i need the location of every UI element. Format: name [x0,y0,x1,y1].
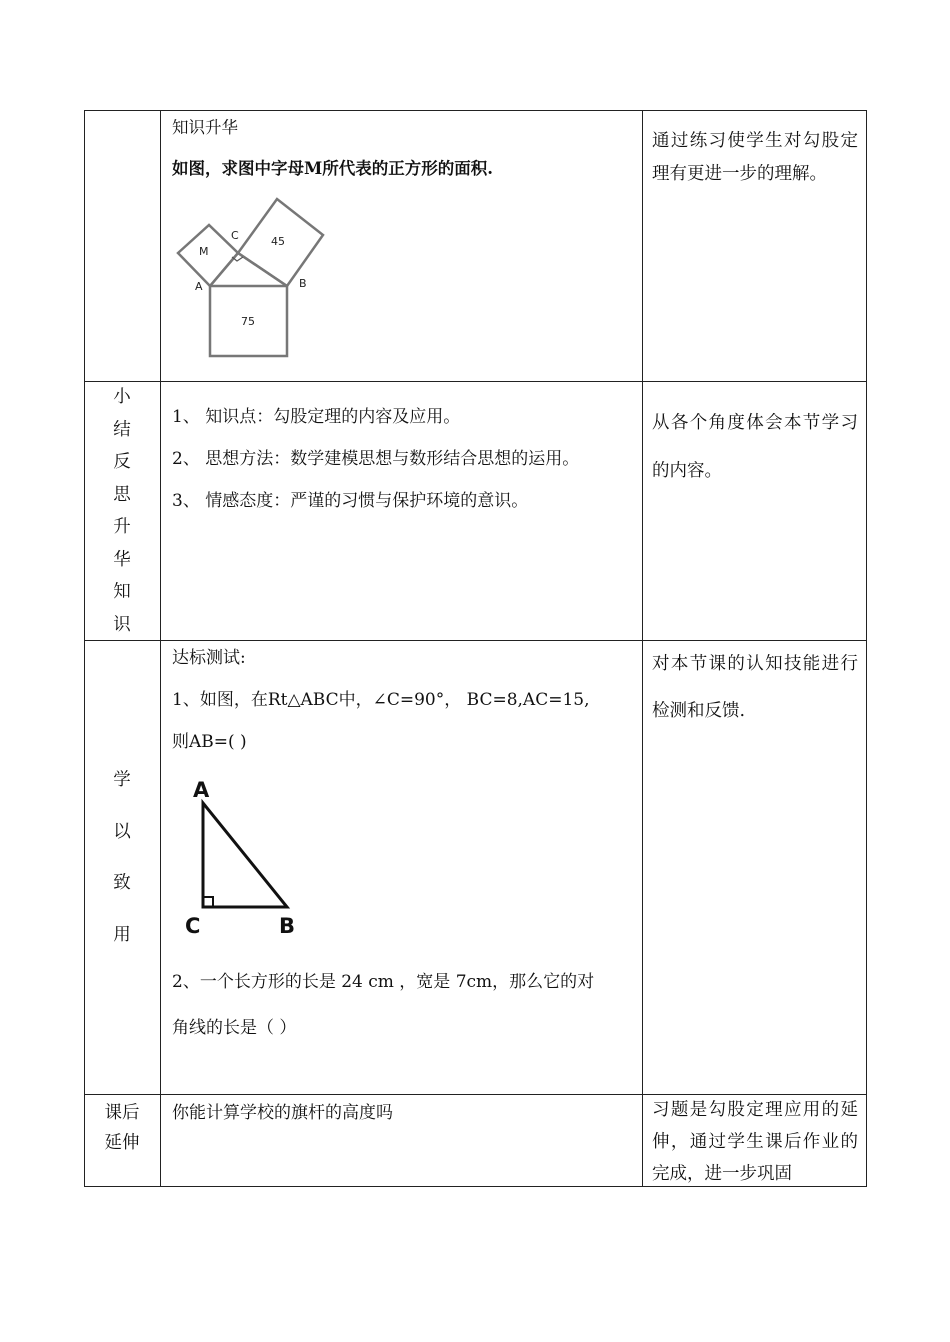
right-angle-mark [232,257,243,261]
note-row1: 通过练习使学生对勾股定理有更进一步的理解。 [652,131,858,184]
triangle-label-a: A [193,778,210,802]
label-b: B [299,277,307,290]
triangle-abc [203,803,287,907]
summary-item-3: 3、 情感态度：严谨的习惯与保护环境的意识。 [172,491,529,511]
note-row4: 习题是勾股定理应用的延伸，通过学生课后作业的完成，进一步巩固 [652,1100,858,1184]
label-char: 结 [113,419,131,440]
label-char: 知 [113,582,131,602]
label-line: 延伸 [104,1133,140,1153]
label-m: M [199,245,209,258]
label-char: 识 [113,614,131,635]
label-char: 以 [113,821,131,842]
label-apply [102,755,142,961]
label-75: 75 [241,315,255,328]
question-1-line-1: 1、如图，在Rt△ABC中，∠C=90°， BC=8,AC=15, [172,690,590,710]
triangle-label-b: B [279,914,296,938]
label-45: 45 [271,235,285,248]
squares-figure [168,195,333,360]
row-divider-1 [85,381,866,382]
label-summary [102,381,142,641]
triangle-figure [180,775,310,940]
label-char: 思 [113,484,131,505]
question-2-line-2: 角线的长是（ ） [172,1018,297,1038]
label-char: 反 [113,452,131,472]
label-char: 小 [113,387,131,407]
label-char: 升 [113,517,131,537]
label-a: A [195,280,203,293]
triangle-label-c: C [185,914,201,938]
right-triangle [210,253,287,286]
note-row3: 对本节课的认知技能进行检测和反馈. [652,654,858,721]
summary-item-2: 2、 思想方法：数学建模思想与数形结合思想的运用。 [172,449,580,469]
column-divider-1 [160,111,161,1186]
label-line: 课后 [104,1103,140,1123]
label-char: 致 [113,873,131,893]
knowledge-heading: 知识升华 [172,118,238,137]
question-2-line-1: 2、一个长方形的长是 24 cm ，宽是 7cm，那么它的对 [172,972,595,992]
label-char: 用 [113,924,131,945]
summary-item-1: 1、 知识点：勾股定理的内容及应用。 [172,407,461,427]
question-1-line-2: 则AB=( ) [172,732,247,752]
label-extension [99,1098,145,1158]
label-char: 学 [113,770,131,790]
label-c: C [231,229,239,242]
test-heading: 达标测试: [172,648,246,668]
column-divider-2 [642,111,643,1186]
extension-content: 你能计算学校的旗杆的高度吗 [172,1103,393,1123]
label-char: 华 [113,549,131,570]
question-text: 如图，求图中字母M所代表的正方形的面积. [172,159,494,178]
note-row2: 从各个角度体会本节学习的内容。 [652,413,858,481]
